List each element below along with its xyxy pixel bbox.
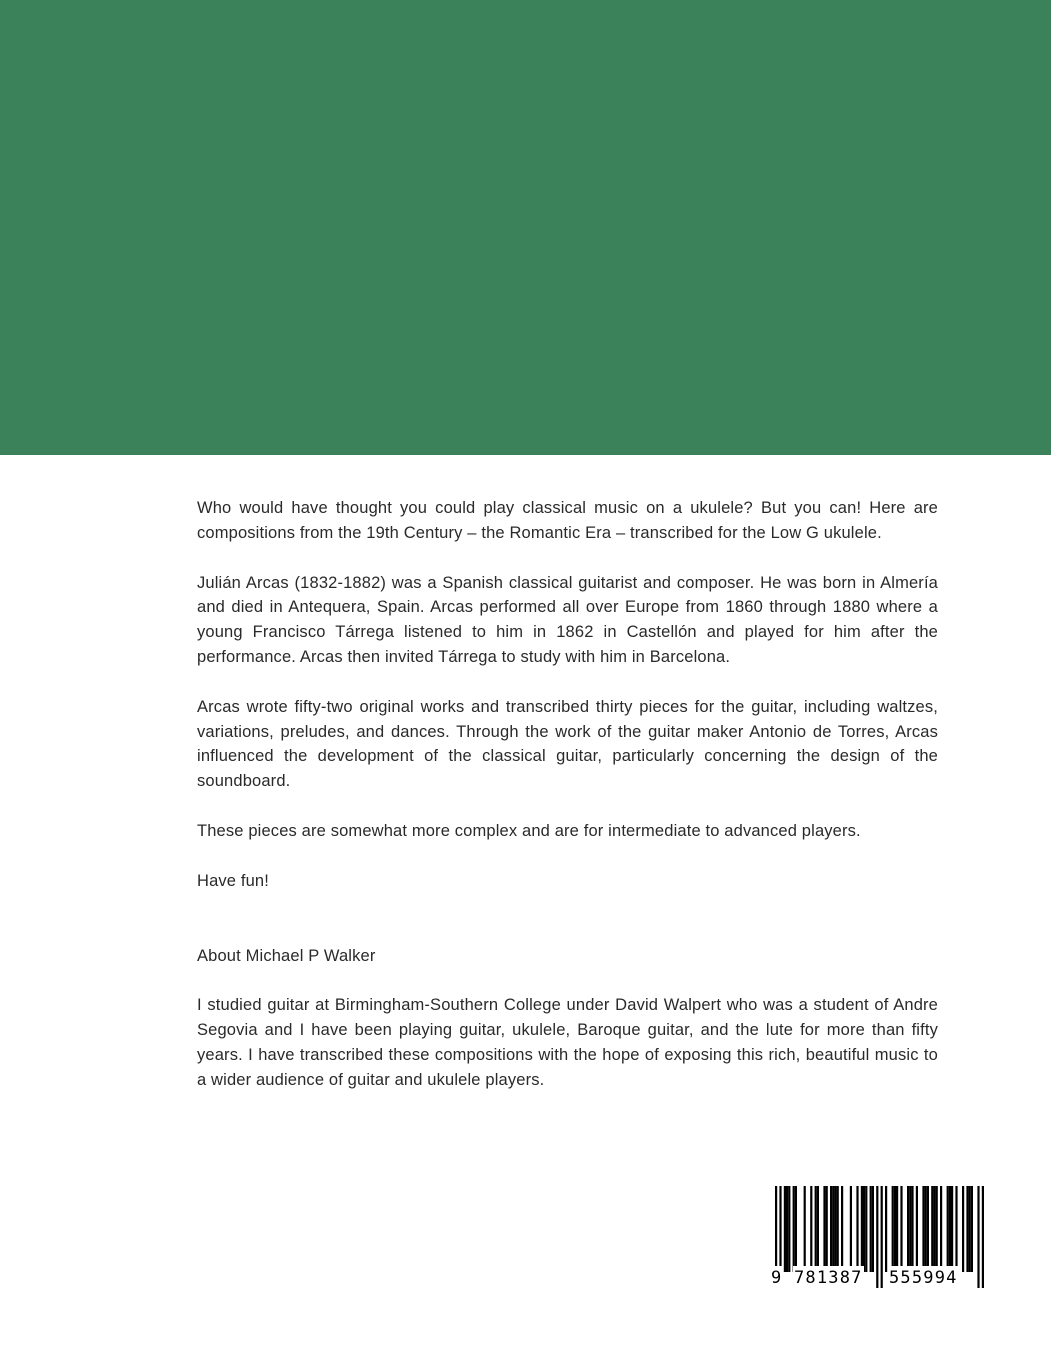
barcode-bar [955, 1186, 957, 1272]
difficulty-paragraph: These pieces are somewhat more complex and are for intermediate to advanced players. [197, 821, 861, 840]
barcode-bar [907, 1186, 909, 1272]
barcode-bar [927, 1186, 929, 1272]
barcode-bar [876, 1186, 878, 1288]
closing-line: Have fun! [197, 871, 269, 890]
about-author-heading: About Michael P Walker [197, 946, 376, 965]
barcode-bar [885, 1186, 887, 1272]
barcode-bar [982, 1186, 984, 1288]
barcode-right-digits: 555994 [889, 1268, 958, 1288]
barcode-bar [834, 1186, 836, 1272]
barcode-bar [925, 1186, 927, 1272]
barcode-left-digits: 781387 [794, 1268, 863, 1288]
barcode-bar [865, 1186, 867, 1272]
barcode-bar [810, 1186, 812, 1272]
works-paragraph: Arcas wrote fifty-two original works and transcribed thirty pieces for the guitar, including waltzes, variations, preludes, and dances. Through the work of the guitar maker Antonio de Torres, Arcas influenced the development of the classical guitar, particularly concerning the design of the soundboard. [197, 697, 938, 791]
barcode-bar [850, 1186, 852, 1272]
barcode-bar [892, 1186, 894, 1272]
barcode-bar [896, 1186, 898, 1272]
isbn-barcode [770, 1186, 985, 1290]
cover-banner [0, 0, 1051, 455]
barcode-bar [951, 1186, 953, 1272]
barcode-bar [933, 1186, 935, 1272]
barcode-bar [969, 1186, 971, 1272]
barcode-bar [841, 1186, 843, 1272]
barcode-bar [823, 1186, 825, 1272]
barcode-bar [909, 1186, 911, 1272]
barcode-bar [793, 1186, 795, 1272]
biography-paragraph: Julián Arcas (1832-1882) was a Spanish classical guitarist and composer. He was born in Almería and died in Antequera, Spain. Arcas performed all over Europe from 1860 through 1880 where a young Francisco Tárrega listened to him in 1862 in Castellón and played for him after the performance. Arcas then invited Tárrega to study with him in Barcelona. [197, 573, 938, 666]
barcode-bar [894, 1186, 896, 1272]
barcode-bar [940, 1186, 942, 1272]
barcode-bar [922, 1186, 924, 1272]
barcode-bar [861, 1186, 863, 1272]
barcode-bar [971, 1186, 973, 1272]
barcode-bar [815, 1186, 817, 1272]
barcode-bar [931, 1186, 933, 1272]
intro-paragraph: Who would have thought you could play classical music on a ukulele? But you can! Here are compositions from the 19th Century – the Romantic Era – transcribed for the Low G ukulele. [197, 499, 938, 542]
barcode-bar [966, 1186, 968, 1272]
section-spacer [197, 919, 938, 944]
barcode-bar [784, 1186, 786, 1272]
barcode-bar [936, 1186, 938, 1272]
barcode-bar [911, 1186, 913, 1272]
barcode-bar [837, 1186, 839, 1272]
barcode-bar [826, 1186, 828, 1272]
barcode-bar [947, 1186, 949, 1272]
barcode-bar [804, 1186, 806, 1272]
barcode-first-digit: 9 [771, 1268, 783, 1288]
barcode-bar [786, 1186, 788, 1272]
about-author-body: I studied guitar at Birmingham-Southern College under David Walpert who was a student of Andre Segovia and I have been playing guitar, ukulele, Baroque guitar, and the lute for more than fifty years. I have transcribed these compositions with the hope of exposing this rich, beautiful music to a wider audience of guitar and ukulele players. [197, 996, 938, 1089]
barcode-bar [817, 1186, 819, 1272]
barcode-bar [872, 1186, 874, 1272]
barcode-bar [881, 1186, 883, 1288]
barcode-bar [916, 1186, 918, 1272]
barcode-bar [832, 1186, 834, 1272]
barcode-bar [870, 1186, 872, 1272]
barcode-bar [830, 1186, 832, 1272]
barcode-bar [962, 1186, 964, 1272]
back-cover-text [197, 496, 938, 1118]
barcode-bar [863, 1186, 865, 1272]
barcode-bar [856, 1186, 858, 1272]
barcode-bar [795, 1186, 797, 1272]
barcode-bar [900, 1186, 902, 1272]
barcode-bar [977, 1186, 979, 1288]
barcode-bar [788, 1186, 790, 1272]
barcode-bar [949, 1186, 951, 1272]
